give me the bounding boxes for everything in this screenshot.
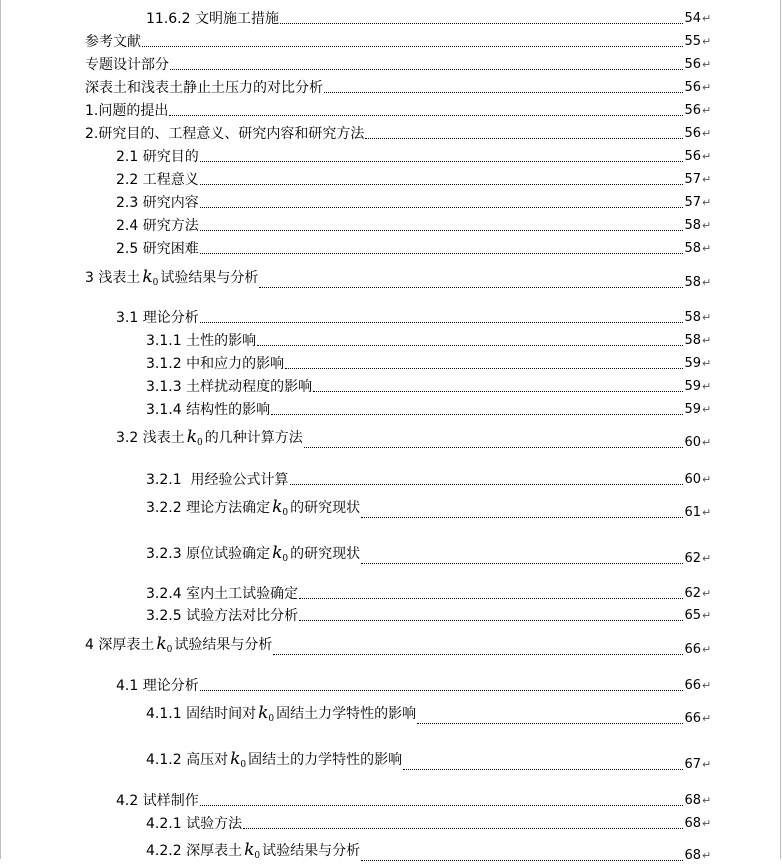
paragraph-mark: ↵ xyxy=(702,587,712,600)
toc-leader-dots xyxy=(324,91,683,93)
toc-page-number: 57 xyxy=(684,195,701,210)
toc-entry[interactable] xyxy=(0,328,782,350)
toc-title xyxy=(146,704,416,728)
toc-title: 3.2.4 室内土工试验确定 xyxy=(146,586,299,602)
toc-title: 3.1.3 土样扰动程度的影响 xyxy=(146,379,313,395)
toc-title xyxy=(85,268,258,292)
toc-leader-dots xyxy=(200,183,684,185)
toc-entry[interactable] xyxy=(0,267,782,292)
toc-page-number: 59 xyxy=(684,402,701,417)
toc-title-post: 试验结果与分析 xyxy=(174,637,273,653)
paragraph-mark: ↵ xyxy=(702,357,712,370)
toc-entry[interactable] xyxy=(0,543,782,568)
k-subscript: 0 xyxy=(254,851,261,861)
k-letter: k xyxy=(258,703,269,723)
toc-leader-dots xyxy=(361,516,683,518)
toc-title xyxy=(85,635,272,659)
toc-entry[interactable] xyxy=(0,213,782,235)
toc-leader-dots xyxy=(259,286,683,288)
paragraph-mark: ↵ xyxy=(702,817,712,830)
toc-title: 4.2.1 试验方法 xyxy=(146,816,243,832)
toc-leader-dots xyxy=(304,446,684,448)
toc-page-number: 54 xyxy=(684,11,701,26)
toc-title-pre: 4.2.2 深厚表土 xyxy=(146,843,243,859)
k-subscript: 0 xyxy=(240,760,247,770)
toc-page-number: 56 xyxy=(684,103,701,118)
k0-symbol xyxy=(142,267,158,287)
toc-title-pre: 3 浅表土 xyxy=(85,270,141,286)
toc-page-number: 60 xyxy=(684,435,701,450)
toc-entry[interactable] xyxy=(0,98,782,120)
k-subscript: 0 xyxy=(282,508,289,518)
paragraph-mark: ↵ xyxy=(702,104,712,117)
toc-leader-dots xyxy=(285,367,683,369)
paragraph-mark: ↵ xyxy=(702,794,712,807)
toc-title: 3.2.5 试验方法对比分析 xyxy=(146,608,299,624)
toc-title: 2.5 研究困难 xyxy=(116,241,199,257)
k0-symbol xyxy=(187,427,203,447)
toc-title-pre: 3.2.3 原位试验确定 xyxy=(146,546,271,562)
toc-entry[interactable] xyxy=(0,467,782,489)
toc-leader-dots xyxy=(200,689,684,691)
toc-leader-dots xyxy=(299,619,683,621)
paragraph-mark: ↵ xyxy=(702,127,712,140)
toc-title: 参考文献 xyxy=(85,34,141,50)
paragraph-mark: ↵ xyxy=(702,473,712,486)
toc-page-number: 56 xyxy=(684,126,701,141)
toc-page-number: 58 xyxy=(684,310,701,325)
paragraph-mark: ↵ xyxy=(702,643,712,656)
k-letter: k xyxy=(142,267,153,287)
toc-page-number: 60 xyxy=(684,472,701,487)
toc-entry[interactable] xyxy=(0,749,782,774)
toc-title: 深表土和浅表土静止土压力的对比分析 xyxy=(85,80,323,96)
toc-entry[interactable] xyxy=(0,581,782,603)
toc-entry[interactable] xyxy=(0,52,782,74)
toc-leader-dots xyxy=(361,562,683,564)
toc-page-number: 68 xyxy=(684,793,701,808)
toc-title-pre: 4.1.2 高压对 xyxy=(146,752,229,768)
toc-entry[interactable] xyxy=(0,121,782,143)
paragraph-mark: ↵ xyxy=(702,219,712,232)
toc-page-number: 58 xyxy=(684,333,701,348)
toc-leader-dots xyxy=(313,390,683,392)
toc-page-number: 58 xyxy=(684,218,701,233)
k-subscript: 0 xyxy=(282,554,289,564)
toc-title-post: 试验结果与分析 xyxy=(160,270,259,286)
toc-page-number: 62 xyxy=(684,551,701,566)
toc-title-post: 的研究现状 xyxy=(290,500,361,516)
toc-page-number: 58 xyxy=(684,275,701,290)
toc-title: 2.2 工程意义 xyxy=(116,172,199,188)
paragraph-mark: ↵ xyxy=(702,506,712,519)
toc-entry[interactable] xyxy=(0,603,782,625)
toc-title-post: 的几种计算方法 xyxy=(204,430,303,446)
toc-page-number: 67 xyxy=(684,757,701,772)
toc-title xyxy=(146,544,360,568)
paragraph-mark: ↵ xyxy=(702,552,712,565)
toc-page-number: 66 xyxy=(684,678,701,693)
toc-title: 2.3 研究内容 xyxy=(116,195,199,211)
paragraph-mark: ↵ xyxy=(702,81,712,94)
toc-entry[interactable] xyxy=(0,673,782,695)
paragraph-mark: ↵ xyxy=(702,380,712,393)
toc-leader-dots xyxy=(169,114,683,116)
toc-leader-dots xyxy=(257,344,683,346)
toc-page-number: 58 xyxy=(684,241,701,256)
toc-leader-dots xyxy=(200,321,684,323)
toc-entry[interactable] xyxy=(0,167,782,189)
toc-page-number: 61 xyxy=(684,505,701,520)
toc-page-number: 59 xyxy=(684,379,701,394)
toc-title: 2.研究目的、工程意义、研究内容和研究方法 xyxy=(85,126,365,142)
k0-symbol xyxy=(156,634,172,654)
toc-entry[interactable] xyxy=(0,811,782,833)
k-subscript: 0 xyxy=(197,438,203,448)
k0-symbol xyxy=(244,840,260,860)
toc-leader-dots xyxy=(271,413,683,415)
toc-entry[interactable] xyxy=(0,351,782,373)
paragraph-mark: ↵ xyxy=(702,173,712,186)
toc-leader-dots xyxy=(200,804,684,806)
toc-entry[interactable] xyxy=(0,427,782,452)
k-letter: k xyxy=(272,497,283,517)
paragraph-mark: ↵ xyxy=(702,58,712,71)
toc-title xyxy=(116,428,303,452)
k0-symbol xyxy=(272,497,288,517)
toc-entry[interactable] xyxy=(0,6,782,28)
toc-title: 3.1.2 中和应力的影响 xyxy=(146,356,285,372)
toc-leader-dots xyxy=(200,229,684,231)
toc-title: 3.1.1 土性的影响 xyxy=(146,333,257,349)
k0-symbol xyxy=(272,543,288,563)
toc-leader-dots xyxy=(280,22,683,24)
toc-title: 11.6.2 文明施工措施 xyxy=(146,11,279,27)
toc-entry[interactable] xyxy=(0,397,782,419)
k-subscript: 0 xyxy=(152,278,159,288)
toc-leader-dots xyxy=(170,68,683,70)
toc-title-post: 固结土力学特性的影响 xyxy=(276,706,417,722)
toc-leader-dots xyxy=(290,483,684,485)
paragraph-mark: ↵ xyxy=(702,242,712,255)
toc-leader-dots xyxy=(361,859,683,861)
paragraph-mark: ↵ xyxy=(702,276,712,289)
k-letter: k xyxy=(186,427,198,447)
toc-title-pre: 3.2.2 理论方法确定 xyxy=(146,500,271,516)
toc-title: 3.1.4 结构性的影响 xyxy=(146,402,271,418)
toc-page-number: 62 xyxy=(684,586,701,601)
toc-entry[interactable] xyxy=(0,788,782,810)
toc-leader-dots xyxy=(200,252,684,254)
toc-page-number: 66 xyxy=(684,642,701,657)
toc-title: 4.1 理论分析 xyxy=(116,678,199,694)
toc-page-number: 68 xyxy=(684,848,701,863)
toc-page-number: 59 xyxy=(684,356,701,371)
toc-entry[interactable] xyxy=(0,634,782,659)
paragraph-mark: ↵ xyxy=(702,849,712,862)
toc-title-post: 的研究现状 xyxy=(290,546,361,562)
k-letter: k xyxy=(272,543,283,563)
toc-leader-dots xyxy=(273,653,683,655)
k-subscript: 0 xyxy=(268,714,275,724)
paragraph-mark: ↵ xyxy=(702,150,712,163)
toc-title: 3.2.1 用经验公式计算 xyxy=(146,472,289,488)
toc-title-pre: 4.1.1 固结时间对 xyxy=(146,706,257,722)
paragraph-mark: ↵ xyxy=(702,712,712,725)
paragraph-mark: ↵ xyxy=(702,609,712,622)
paragraph-mark: ↵ xyxy=(702,436,712,449)
toc-page-number: 56 xyxy=(684,149,701,164)
toc-title-post: 试验结果与分析 xyxy=(262,843,361,859)
toc-entry[interactable] xyxy=(0,703,782,728)
toc-page-number: 68 xyxy=(684,816,701,831)
k-letter: k xyxy=(230,749,241,769)
k-subscript: 0 xyxy=(166,645,173,655)
toc-entry[interactable] xyxy=(0,374,782,396)
toc-page-number: 66 xyxy=(684,711,701,726)
paragraph-mark: ↵ xyxy=(702,311,712,324)
toc-title: 2.4 研究方法 xyxy=(116,218,199,234)
toc-entry[interactable] xyxy=(0,144,782,166)
toc-title: 3.1 理论分析 xyxy=(116,310,199,326)
toc-page-number: 55 xyxy=(684,34,701,49)
toc-leader-dots xyxy=(142,45,683,47)
paragraph-mark: ↵ xyxy=(702,35,712,48)
k0-symbol xyxy=(230,749,246,769)
toc-title xyxy=(146,841,360,865)
toc-leader-dots xyxy=(403,768,683,770)
toc-entry[interactable] xyxy=(0,840,782,865)
toc-leader-dots xyxy=(200,206,684,208)
toc-entry[interactable] xyxy=(0,236,782,258)
toc-title: 2.1 研究目的 xyxy=(116,149,199,165)
toc-entry[interactable] xyxy=(0,29,782,51)
toc-entry[interactable] xyxy=(0,75,782,97)
toc-title-post: 固结土的力学特性的影响 xyxy=(248,752,403,768)
toc-leader-dots xyxy=(417,722,683,724)
toc-leader-dots xyxy=(200,160,684,162)
toc-leader-dots xyxy=(299,597,683,599)
toc-leader-dots xyxy=(365,137,683,139)
toc-title xyxy=(146,498,360,522)
paragraph-mark: ↵ xyxy=(702,403,712,416)
paragraph-mark: ↵ xyxy=(702,758,712,771)
toc-entry[interactable] xyxy=(0,305,782,327)
toc-title-pre: 4 深厚表土 xyxy=(85,637,155,653)
toc-entry[interactable] xyxy=(0,497,782,522)
toc-page-number: 56 xyxy=(684,57,701,72)
toc-title-pre: 3.2 浅表土 xyxy=(116,430,185,446)
toc-page-number: 56 xyxy=(684,80,701,95)
paragraph-mark: ↵ xyxy=(702,334,712,347)
paragraph-mark: ↵ xyxy=(702,679,712,692)
toc-title: 4.2 试样制作 xyxy=(116,793,199,809)
paragraph-mark: ↵ xyxy=(702,196,712,209)
toc-title xyxy=(146,750,402,774)
toc-entry[interactable] xyxy=(0,190,782,212)
k-letter: k xyxy=(244,840,255,860)
toc-page-number: 65 xyxy=(684,608,701,623)
k0-symbol xyxy=(258,703,274,723)
toc-title: 1.问题的提出 xyxy=(85,103,169,119)
toc-title: 专题设计部分 xyxy=(85,57,169,73)
toc-leader-dots xyxy=(243,827,683,829)
toc-page-number: 57 xyxy=(684,172,701,187)
paragraph-mark: ↵ xyxy=(702,12,712,25)
k-letter: k xyxy=(156,634,167,654)
